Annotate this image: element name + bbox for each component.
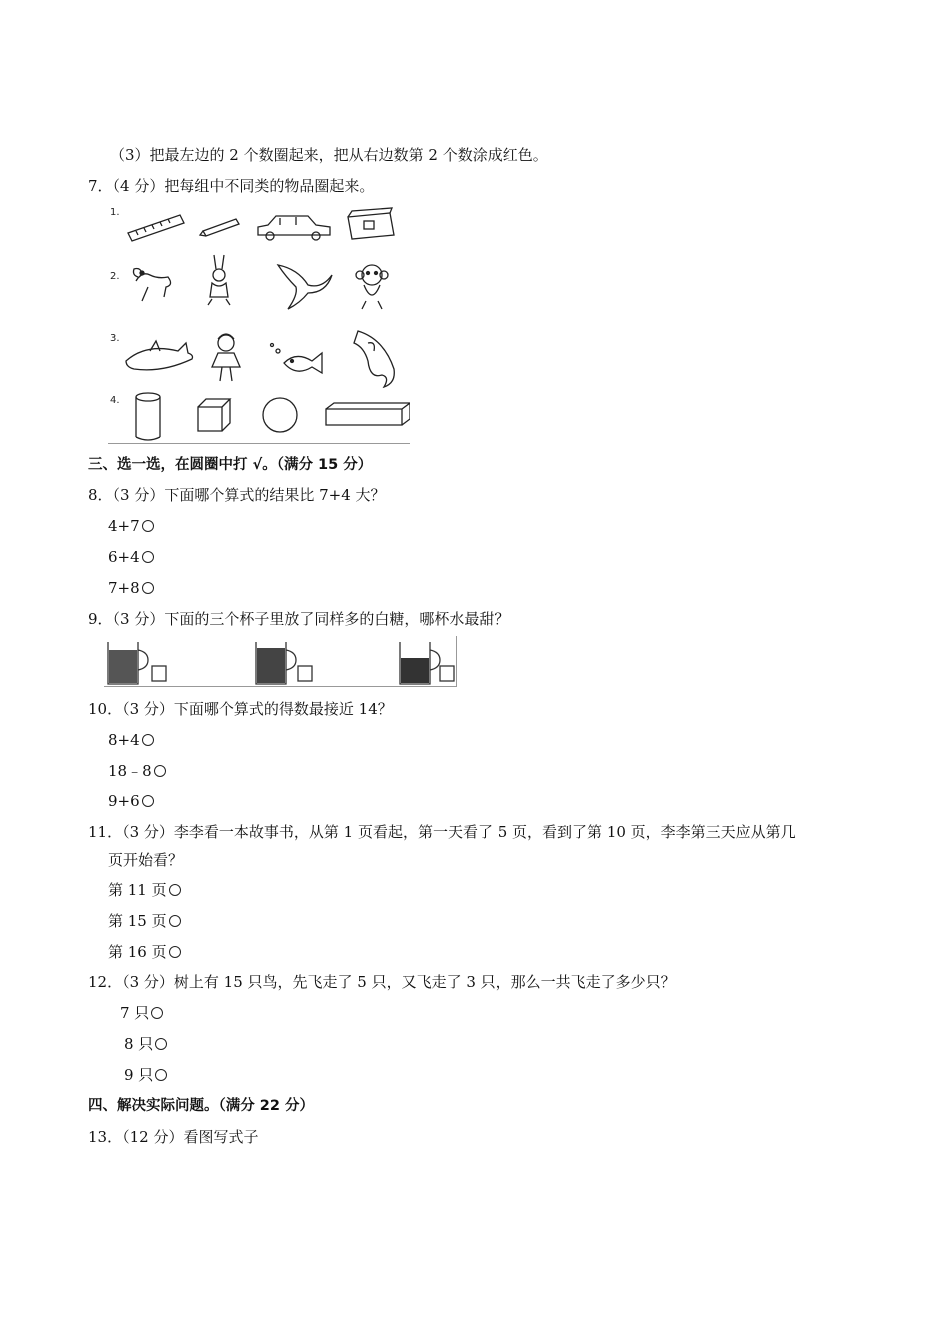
cube-icon [198, 399, 230, 431]
section3-title: 三、选一选，在圆圈中打 √。（满分 15 分） [88, 457, 373, 473]
bird-icon [278, 265, 332, 309]
q8-option-1[interactable]: 4+7 [108, 516, 154, 536]
shark-icon [126, 341, 193, 370]
answer-circle[interactable] [142, 520, 154, 532]
checkbox [152, 666, 166, 681]
dolphin-icon [354, 331, 394, 387]
pencil-sharpener-icon [348, 208, 394, 239]
answer-circle[interactable] [155, 1038, 167, 1050]
checkbox [298, 666, 312, 681]
row-number: 2. [110, 271, 120, 282]
q12-option-3[interactable]: 9 只 [124, 1065, 167, 1085]
q13-stem: 13．（12 分）看图写式子 [88, 1128, 259, 1146]
answer-circle[interactable] [142, 795, 154, 807]
section4-title: 四、解决实际问题。（满分 22 分） [88, 1098, 315, 1114]
goldfish-icon [271, 344, 323, 374]
q8-option-2[interactable]: 6+4 [108, 547, 154, 567]
cup-icon [108, 642, 148, 684]
cup-icon [256, 642, 296, 684]
car-icon [258, 216, 330, 240]
answer-circle[interactable] [155, 1069, 167, 1081]
q10-stem: 10．（3 分）下面哪个算式的得数最接近 14？ [88, 700, 393, 718]
row-number: 1. [110, 207, 120, 218]
q12-option-1[interactable]: 7 只 [120, 1003, 163, 1023]
row-number: 3. [110, 333, 120, 344]
q12-stem: 12．（3 分）树上有 15 只鸟，先飞走了 5 只，又飞走了 3 只，那么一共飞走了多少只？ [88, 973, 676, 991]
checkbox [440, 666, 454, 681]
q8-option-3[interactable]: 7+8 [108, 578, 154, 598]
q11-option-3[interactable]: 第 16 页 [108, 942, 181, 962]
answer-circle[interactable] [169, 884, 181, 896]
answer-circle[interactable] [151, 1007, 163, 1019]
answer-circle[interactable] [142, 734, 154, 746]
q7-stem: 7．（4 分）把每组中不同类的物品圈起来。 [88, 177, 375, 195]
rabbit-icon [208, 255, 230, 305]
answer-circle[interactable] [142, 551, 154, 563]
q12-option-2[interactable]: 8 只 [124, 1034, 167, 1054]
cylinder-icon [136, 393, 160, 440]
answer-circle[interactable] [154, 765, 166, 777]
answer-circle[interactable] [169, 915, 181, 927]
answer-circle[interactable] [142, 582, 154, 594]
q11-stem-line1: 11．（3 分）李李看一本故事书，从第 1 页看起，第一天看了 5 页，看到了第 10 页，李李第三天应从第几 [88, 823, 796, 841]
pencil-icon [200, 219, 239, 236]
q9-stem: 9．（3 分）下面的三个杯子里放了同样多的白糖，哪杯水最甜？ [88, 610, 510, 628]
answer-circle[interactable] [169, 946, 181, 958]
q7-figure [108, 203, 410, 444]
q6-sub3: （3）把最左边的 2 个数圈起来，把从右边数第 2 个数涂成红色。 [110, 146, 548, 164]
q11-option-1[interactable]: 第 11 页 [108, 880, 181, 900]
ruler-icon [128, 215, 184, 241]
dog-icon [134, 269, 171, 302]
circle-icon [263, 398, 297, 432]
q11-option-2[interactable]: 第 15 页 [108, 911, 181, 931]
q9-cups-figure [104, 636, 457, 687]
cuboid-icon [326, 403, 410, 425]
row-number: 4. [110, 395, 120, 406]
q10-option-2[interactable]: 18﹣8 [108, 761, 166, 781]
q10-option-1[interactable]: 8+4 [108, 730, 154, 750]
girl-icon [212, 334, 240, 381]
q11-stem-line2: 页开始看？ [108, 851, 184, 869]
cup-icon [400, 642, 440, 684]
monkey-icon [356, 265, 388, 309]
q8-stem: 8．（3 分）下面哪个算式的结果比 7+4 大？ [88, 486, 386, 504]
q10-option-3[interactable]: 9+6 [108, 791, 154, 811]
